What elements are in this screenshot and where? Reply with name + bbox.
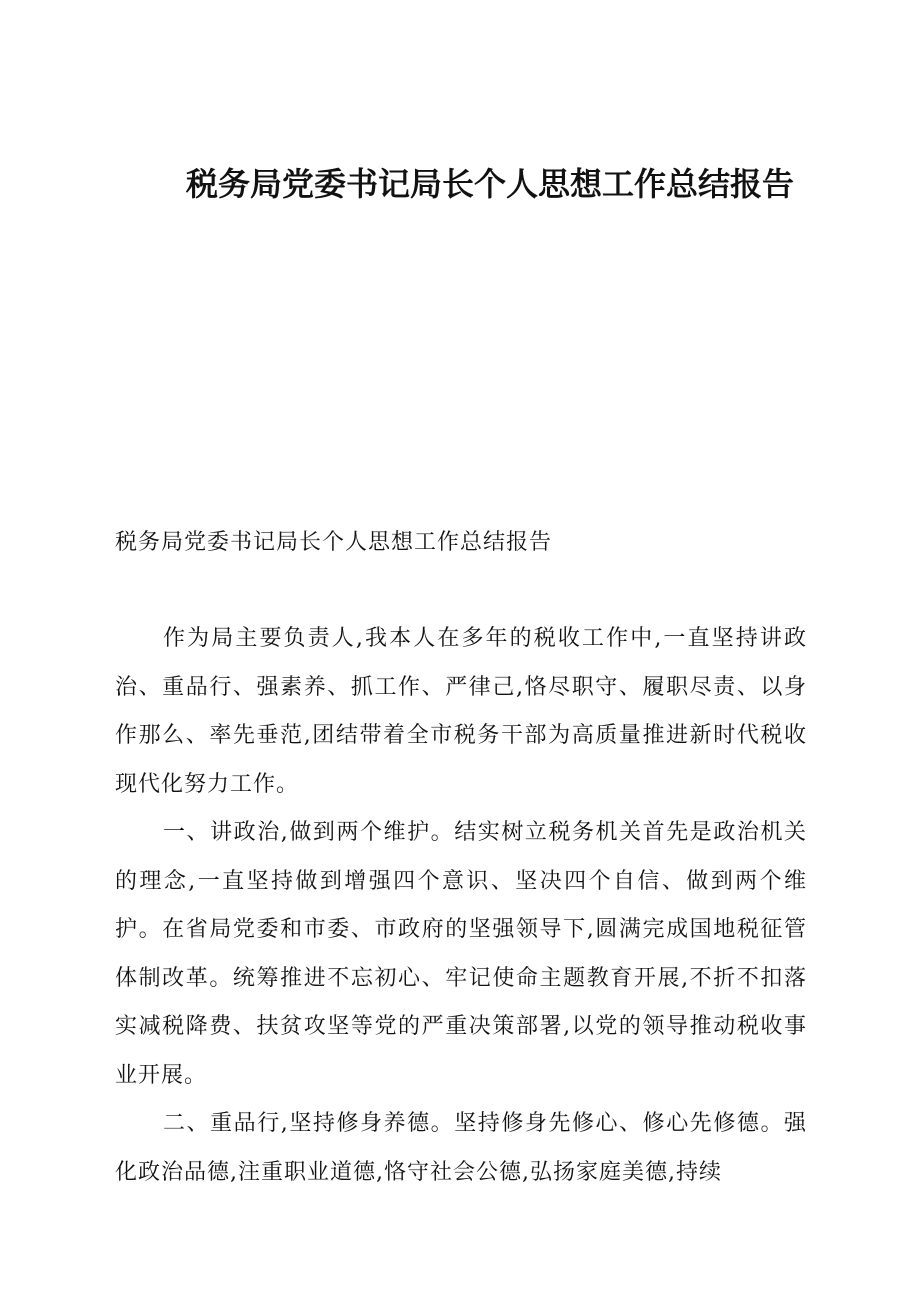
paragraph-section-1: 一、讲政治,做到两个维护。结实树立税务机关首先是政治机关的理念,一直坚持做到增强四个意识、坚决四个自信、做到两个维护。在省局党委和市委、市政府的坚强领导下,圆满完成国地税征管体制改革。统筹推进不忘初心、牢记使命主题教育开展,不折不扣落实减税降费、扶贫攻坚等党的严重决策部署,以党的领导推动税收事业开展。: [115, 820, 807, 1088]
paragraph-intro: 作为局主要负责人,我本人在多年的税收工作中,一直坚持讲政治、重品行、强素养、抓工作、严律己,恪尽职守、履职尽责、以身作那么、率先垂范,团结带着全市税务干部为高质量推进新时代税收现代化努力工作。: [115, 626, 807, 797]
document-title: 税务局党委书记局长个人思想工作总结报告: [185, 165, 794, 203]
paragraph-section-2: 二、重品行,坚持修身养德。坚持修身先修心、修心先修德。强化政治品德,注重职业道德,恪守社会公德,弘扬家庭美德,持续: [115, 1111, 807, 1185]
document-subtitle: 税务局党委书记局长个人思想工作总结报告: [115, 530, 553, 555]
document-body: [115, 615, 807, 1197]
